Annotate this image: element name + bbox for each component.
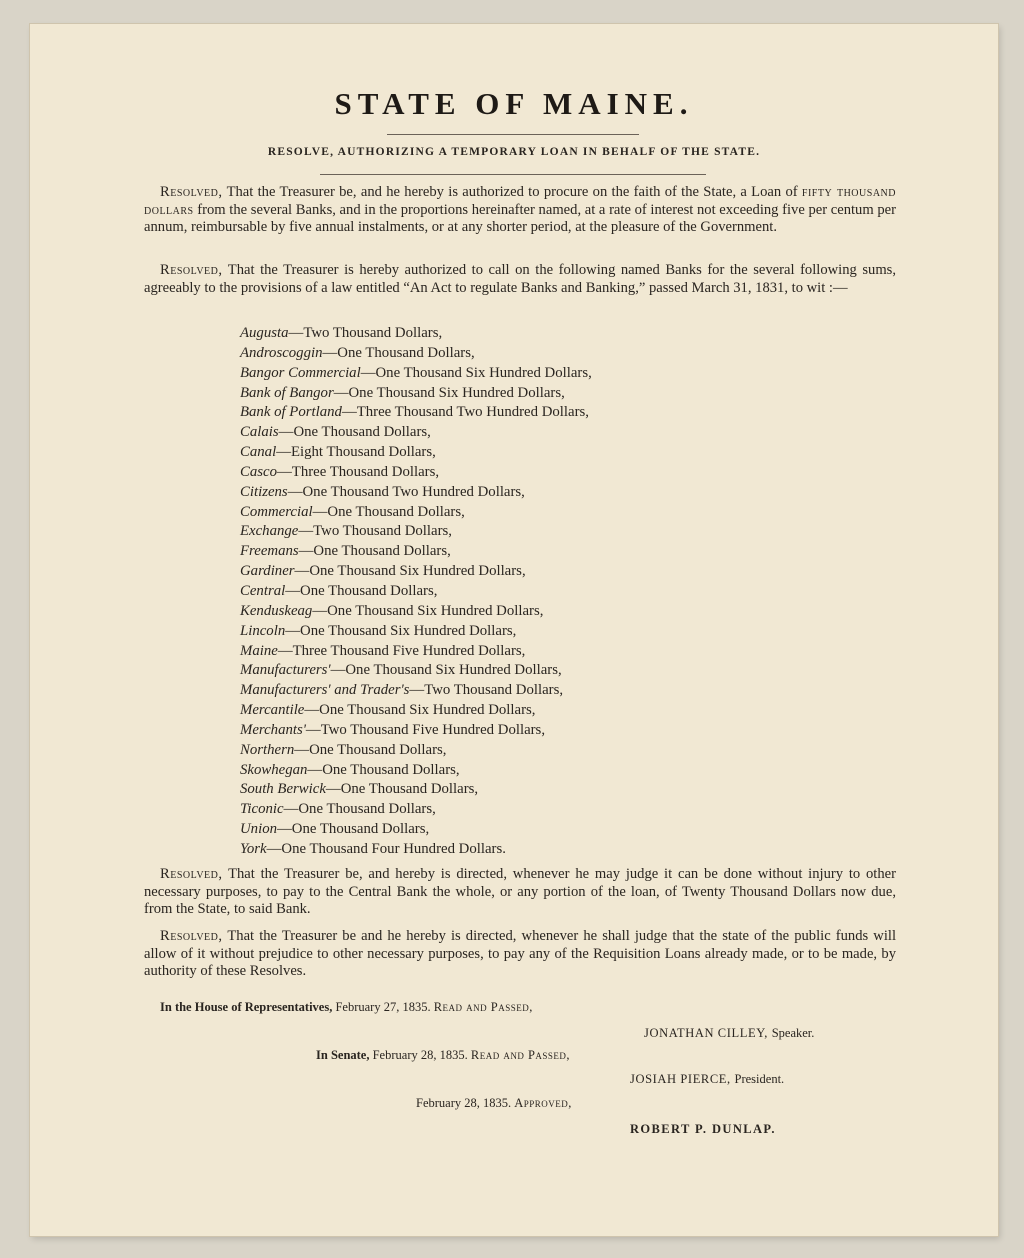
bank-amount: —One Thousand Dollars, [278,424,431,441]
bank-amount: —One Thousand Two Hundred Dollars, [287,483,525,500]
bank-item [240,522,592,542]
bank-amount: —One Thousand Six Hundred Dollars, [285,622,517,639]
bank-amount: —Two Thousand Dollars, [298,523,452,540]
bank-name: Maine [240,642,278,659]
senate-action: Read and Passed, [470,1048,571,1062]
bank-item [240,761,592,781]
president-name: JOSIAH PIERCE, [630,1072,731,1086]
resolve-3-text: That the Treasurer be, and hereby is directed, whenever he may judge it can be done without injury to other necessary purposes, to pay to the Central Bank the whole, or any portion of the loan, of Twenty Thousand Dollars now due, from the State, to said Bank. [144,866,896,918]
document-title: STATE OF MAINE. [334,86,694,121]
president-signature [630,1072,784,1087]
bank-amount: —One Thousand Dollars, [307,761,460,778]
resolve-3 [144,866,896,919]
bank-name: Central [240,582,286,599]
bank-item [240,780,592,800]
president-title: President. [734,1072,785,1086]
bank-item [240,423,592,443]
bank-name: South Berwick [240,781,326,798]
resolve-1-text-a: That the Treasurer be, and he hereby is authorized to procure on the faith of the State, a Loan of [226,184,798,200]
bank-name: Bank of Portland [240,404,342,421]
bank-name: Manufacturers' and Trader's [240,682,410,699]
bank-amount: —Two Thousand Five Hundred Dollars, [305,721,546,738]
loan-amount: fifty thousand dollars [144,184,896,218]
bank-amount: —One Thousand Dollars, [322,344,475,361]
bank-amount: —One Thousand Six Hundred Dollars, [312,602,544,619]
bank-name: Ticonic [240,801,284,818]
approved-action: Approved, [514,1096,572,1110]
bank-amount: —One Thousand Dollars, [285,582,438,599]
bank-name: Union [240,821,277,838]
bank-item [240,503,592,523]
bank-item [240,622,592,642]
bank-item [240,324,592,344]
bank-item [240,542,592,562]
bank-item [240,602,592,622]
speaker-signature [644,1026,814,1041]
bank-amount: —One Thousand Six Hundred Dollars, [294,563,526,580]
bank-amount: —One Thousand Dollars, [325,781,479,798]
bank-amount: —Three Thousand Two Hundred Dollars, [341,404,589,421]
title-rule-bottom [320,174,706,175]
bank-name: York [240,840,267,857]
governor-signature: ROBERT P. DUNLAP. [630,1122,776,1136]
bank-amount: —One Thousand Dollars, [277,821,430,838]
bank-name: Northern [240,741,295,758]
approved-date: February 28, 1835. [416,1096,512,1110]
bank-name: Lincoln [240,622,286,639]
bank-amount: —One Thousand Six Hundred Dollars, [360,364,592,381]
bank-name: Exchange [240,523,299,540]
approval-line [416,1096,572,1111]
resolve-1-text-b: from the several Banks, and in the proportions hereinafter named, at a rate of interest not exceeding five per centum per annum, reimbursable by five annual instalments, or at any shorter period, at the pleasure of the Government. [144,201,896,236]
bank-item [240,820,592,840]
bank-name: Casco [240,463,277,480]
bank-amount: —Three Thousand Five Hundred Dollars, [277,642,526,659]
bank-name: Canal [240,444,277,461]
title-rule-top [387,134,639,135]
senate-passage-line [316,1048,570,1063]
bank-name: Commercial [240,503,313,520]
bank-item [240,443,592,463]
resolve-4-lead: Resolved, [160,928,223,944]
bank-item [240,721,592,741]
resolve-4 [144,928,896,981]
bank-name: Freemans [240,543,299,560]
document-subtitle: RESOLVE, AUTHORIZING A TEMPORARY LOAN IN BEHALF OF THE STATE. [267,146,761,158]
bank-item [240,344,592,364]
bank-amount: —Three Thousand Dollars, [277,463,440,480]
senate-date: February 28, 1835. [372,1048,468,1062]
bank-item [240,642,592,662]
resolve-1-lead: Resolved, [160,184,223,200]
bank-amount: —One Thousand Four Hundred Dollars. [266,840,506,857]
bank-name: Androscoggin [240,344,323,361]
bank-amount: —Eight Thousand Dollars, [276,444,436,461]
speaker-title: Speaker. [771,1026,815,1040]
bank-amount: —One Thousand Six Hundred Dollars, [330,662,562,679]
resolve-3-lead: Resolved, [160,866,223,882]
senate-body: In Senate, [316,1048,370,1062]
bank-item [240,582,592,602]
bank-name: Manufacturers' [240,662,331,679]
resolve-2-text: That the Treasurer is hereby authorized to call on the following named Banks for the several following sums, agreeably to the provisions of a law entitled “An Act to regulate Banks and Banking,” passed March 31, 1831, to wit :— [144,262,896,296]
speaker-name: JONATHAN CILLEY, [644,1026,768,1040]
bank-name: Merchants' [240,721,306,738]
bank-name: Bangor Commercial [240,364,361,381]
bank-amount: —One Thousand Dollars, [294,741,447,758]
bank-item [240,701,592,721]
bank-item [240,483,592,503]
bank-name: Bank of Bangor [240,384,334,401]
bank-amount: —One Thousand Dollars, [298,543,451,560]
bank-item [240,463,592,483]
bank-amount: —Two Thousand Dollars, [288,325,443,341]
bank-item [240,800,592,820]
house-passage-line [160,1000,533,1015]
house-body: In the House of Representatives, [160,1000,333,1014]
bank-item [240,681,592,701]
bank-name: Calais [240,424,279,441]
bank-name: Skowhegan [240,761,308,778]
bank-name: Kenduskeag [240,602,313,619]
house-action: Read and Passed, [433,1000,533,1014]
bank-amount: —One Thousand Dollars, [283,801,436,818]
bank-item [240,840,592,860]
bank-item [240,384,592,404]
house-date: February 27, 1835. [335,1000,431,1014]
resolve-4-text: That the Treasurer be and he hereby is directed, whenever he shall judge that the state of the public funds will allow of it without prejudice to other necessary purposes, to pay any of the Requisition Loans already made, or to be made, by authority of these Resolves. [144,928,896,980]
bank-item [240,562,592,582]
bank-item [240,403,592,423]
bank-amount: —One Thousand Six Hundred Dollars, [304,702,536,719]
bank-name: Mercantile [240,702,305,719]
bank-item [240,364,592,384]
bank-name: Augusta [240,325,289,341]
bank-item [240,741,592,761]
document-page [30,24,998,1236]
bank-name: Citizens [240,483,288,500]
bank-amount: —Two Thousand Dollars, [409,682,564,699]
resolve-2 [144,262,896,297]
bank-list [240,324,592,860]
bank-name: Gardiner [240,563,295,580]
bank-amount: —One Thousand Six Hundred Dollars, [333,384,565,401]
bank-item [240,661,592,681]
resolve-1 [144,184,896,237]
resolve-2-lead: Resolved, [160,262,223,278]
bank-amount: —One Thousand Dollars, [312,503,465,520]
